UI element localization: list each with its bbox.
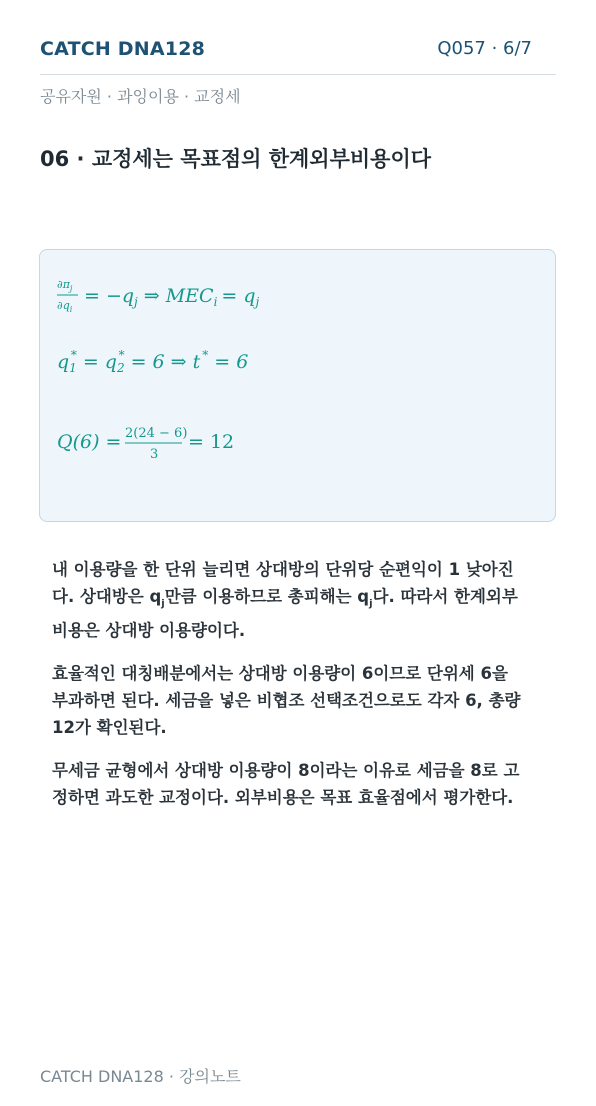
eq3-numerator: 2(24 − 6) [125,426,188,441]
eq1-arrow: ⇒ [143,285,160,307]
breadcrumb: 공유자원 · 과잉이용 · 교정세 [40,87,241,106]
p1-sub1: j [161,598,165,610]
eq2-q1-star: * [70,348,77,362]
question-position: Q057 · 6/7 [437,38,532,59]
p1-line2c: 다. 따라서 한계외부 [372,587,518,606]
eq1-rhs-b-sub: i [213,295,218,309]
svg-text:= −qj⇒MECi= qj [84,285,260,309]
formula-line-2 [57,348,248,375]
eq3-rhs: = 12 [188,431,235,453]
eq2-q2-star: * [118,348,125,362]
eq3-denominator: 3 [150,447,159,462]
eq1-rhs-b: MEC [165,285,214,307]
brand-title: CATCH DNA128 [40,38,206,60]
p1-line3: 비용은 상대방 이용량이다. [52,621,246,641]
eq2-eq1: = q [82,351,117,373]
p1-sub2: j [369,598,373,610]
eq2-q1-sub: 1 [69,361,77,375]
eq2-q1: q [57,351,70,373]
p2-line1: 효율적인 대칭배분에서는 상대방 이용량이 6이므로 단위세 6을 [52,664,508,684]
p3-line2: 정하면 과도한 교정이다. 외부비용은 목표 효율점에서 평가한다. [52,788,514,808]
eq1-rhs-c: = q [221,285,256,307]
frac-denominator: ∂q [57,299,70,312]
eq3-lhs: Q(6) = [57,431,122,453]
eq2-eq3: = 6 [214,351,249,373]
eq1-rhs-a: = −q [84,285,135,307]
p2-line2: 부과하면 된다. 세금을 넣은 비협조 선택조건으로도 각자 6, 총량 [52,691,521,711]
p2-line3: 12가 확인된다. [52,718,167,738]
formula-svg [40,250,555,521]
paragraph-3 [52,757,548,811]
eq2-q2-sub: 2 [116,361,125,375]
eq1-rhs-c-sub: j [255,295,260,309]
svg-text:q1*= q2*= 6 ⇒ t*= 6 [57,348,248,375]
p1-line2a: 다. 상대방은 q [52,587,162,606]
header [40,34,556,75]
p1-line1: 내 이용량을 한 단위 늘리면 상대방의 단위당 순편익이 1 낮아진 [52,560,514,579]
paragraph-1 [52,556,548,644]
svg-text:∂πj [57,278,73,293]
svg-text:∂qi [57,299,73,314]
formula-line-1 [57,278,260,314]
formula-box [39,249,556,522]
frac-denominator-sub: i [69,305,73,314]
paragraph-2 [52,660,548,741]
p3-line1: 무세금 균형에서 상대방 이용량이 8이라는 이유로 세금을 8로 고 [52,761,520,781]
p1-line2b: 만큼 이용하므로 총피해는 q [164,587,370,606]
footer: CATCH DNA128 · 강의노트 [40,1067,241,1086]
eq1-rhs-a-sub: j [134,295,138,309]
frac-numerator: ∂π [57,278,70,291]
frac-numerator-sub: j [69,284,73,293]
formula-line-3 [57,426,234,462]
explanation [52,556,548,827]
section-title: 06 · 교정세는 목표점의 한계외부비용이다 [40,147,432,171]
eq2-eq2: = 6 ⇒ t [130,351,201,373]
eq2-t-star: * [202,348,209,362]
